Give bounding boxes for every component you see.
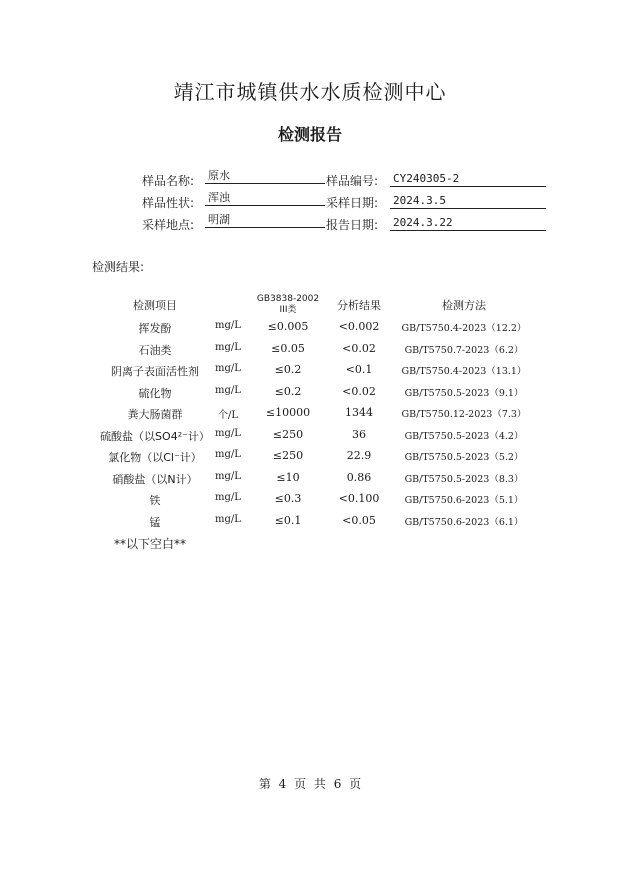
row-method: GB/T5750.6-2023（6.1） [404, 517, 524, 528]
header-standard [252, 294, 324, 316]
row-item: 粪大肠菌群 [127, 408, 183, 421]
end-of-data-note: **以下空白** [114, 537, 187, 551]
header-standard-line1: GB3838-2002 [256, 294, 320, 304]
row-item: 锰 [149, 516, 161, 529]
row-limit: ≤0.2 [274, 363, 302, 376]
row-method: GB/T5750.5-2023（5.2） [404, 452, 524, 463]
row-item: 硝酸盐（以N计） [112, 473, 198, 486]
row-item: 硫酸盐（以SO4²⁻计） [100, 430, 210, 443]
row-limit: ≤250 [272, 428, 304, 441]
row-result: <0.002 [338, 320, 380, 333]
row-item: 氯化物（以Cl⁻计） [108, 451, 202, 464]
row-result: 22.9 [346, 449, 372, 462]
row-method: GB/T5750.12-2023（7.3） [401, 409, 527, 420]
table-row [0, 514, 620, 534]
row-item: 阴离子表面活性剂 [111, 365, 199, 378]
sampling-date-value: 2024.3.5 [390, 194, 546, 209]
sample-name-value: 原水 [205, 169, 325, 184]
row-unit: 个/L [217, 410, 238, 421]
table-row [0, 471, 620, 491]
row-limit: ≤10000 [265, 406, 311, 419]
row-result: <0.02 [342, 342, 376, 355]
row-method: GB/T5750.4-2023（12.2） [401, 323, 527, 334]
header-method: 检测方法 [442, 299, 486, 312]
report-date-value: 2024.3.22 [390, 216, 546, 231]
sample-no-value: CY240305-2 [390, 172, 546, 187]
row-unit: mg/L [215, 385, 241, 396]
row-method: GB/T5750.4-2023（13.1） [401, 366, 527, 377]
row-item: 硫化物 [138, 387, 172, 400]
header-standard-line2: III类 [279, 305, 297, 315]
row-method: GB/T5750.5-2023（4.2） [404, 431, 524, 442]
header-result: 分析结果 [337, 299, 381, 312]
row-item: 石油类 [138, 344, 172, 357]
sample-state-label: 样品性状: [142, 196, 195, 210]
row-result: 0.86 [346, 471, 372, 484]
row-limit: ≤250 [272, 449, 304, 462]
row-unit: mg/L [215, 320, 241, 331]
table-row [0, 363, 620, 383]
sample-no-label: 样品编号: [326, 174, 379, 188]
row-method: GB/T5750.5-2023（9.1） [404, 388, 524, 399]
row-limit: ≤0.005 [267, 320, 309, 333]
row-limit: ≤10 [276, 471, 300, 484]
sample-name-label: 样品名称: [142, 174, 195, 188]
row-unit: mg/L [215, 449, 241, 460]
header-item: 检测项目 [133, 299, 177, 312]
row-limit: ≤0.3 [274, 492, 302, 505]
row-unit: mg/L [215, 342, 241, 353]
table-row [0, 342, 620, 362]
table-row [0, 492, 620, 512]
report-subtitle: 检测报告 [277, 125, 342, 144]
row-method: GB/T5750.6-2023（5.1） [404, 495, 524, 506]
row-limit: ≤0.1 [274, 514, 302, 527]
row-result: <0.02 [342, 385, 376, 398]
row-item: 挥发酚 [138, 322, 172, 335]
report-title: 靖江市城镇供水水质检测中心 [173, 80, 447, 104]
row-unit: mg/L [215, 428, 241, 439]
sampling-site-value: 明湖 [205, 213, 325, 228]
row-result: <0.05 [342, 514, 376, 527]
row-result: 1344 [345, 406, 373, 419]
row-unit: mg/L [215, 492, 241, 503]
table-row [0, 449, 620, 469]
table-row [0, 385, 620, 405]
table-row [0, 428, 620, 448]
row-result: <0.100 [338, 492, 380, 505]
row-unit: mg/L [215, 363, 241, 374]
table-row [0, 320, 620, 340]
row-method: GB/T5750.5-2023（8.3） [404, 474, 524, 485]
sample-state-value: 浑浊 [205, 191, 325, 206]
row-limit: ≤0.2 [274, 385, 302, 398]
report-date-label: 报告日期: [326, 218, 379, 232]
table-row [0, 406, 620, 426]
page-number: 第 4 页 共 6 页 [258, 777, 362, 791]
results-label: 检测结果: [92, 260, 145, 274]
row-result: 36 [352, 428, 366, 441]
row-unit: mg/L [215, 514, 241, 525]
sampling-site-label: 采样地点: [142, 218, 195, 232]
row-method: GB/T5750.7-2023（6.2） [404, 345, 524, 356]
row-limit: ≤0.05 [271, 342, 305, 355]
row-unit: mg/L [215, 471, 241, 482]
row-result: <0.1 [345, 363, 373, 376]
row-item: 铁 [149, 494, 161, 507]
sampling-date-label: 采样日期: [326, 196, 379, 210]
